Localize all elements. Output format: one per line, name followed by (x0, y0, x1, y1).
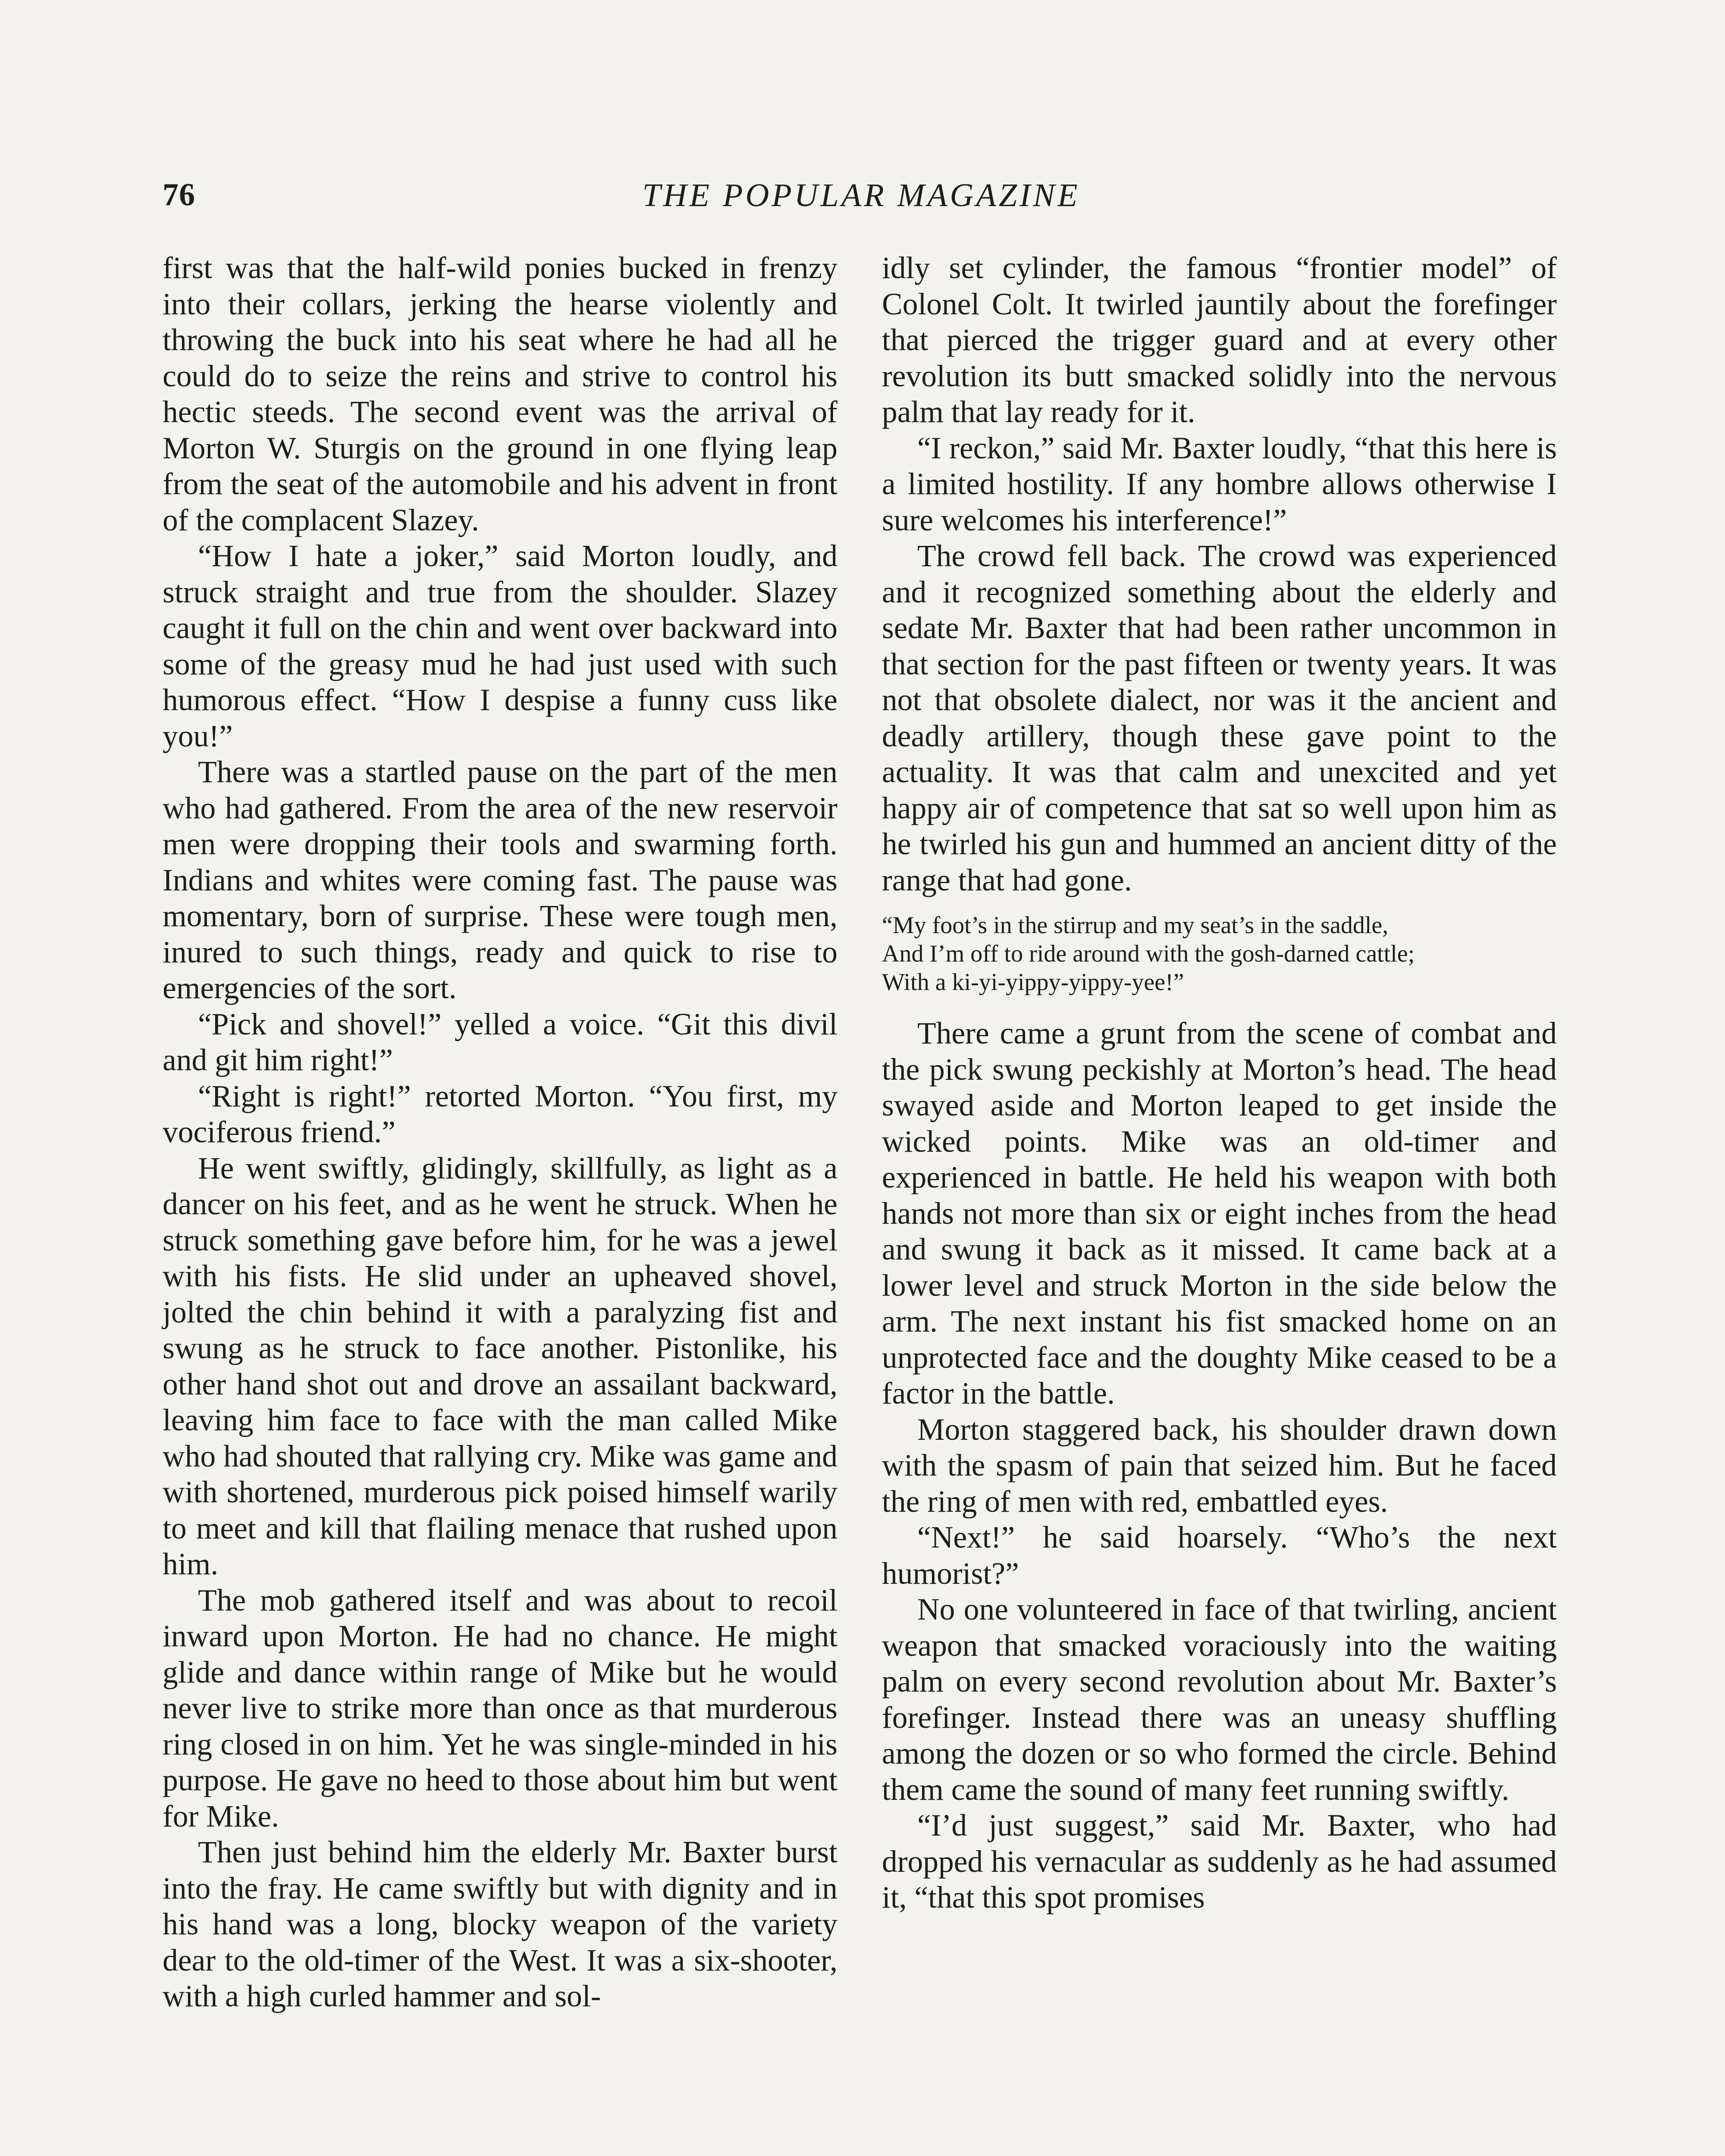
verse-line: With a ki-yi-yippy-yippy-yee!” (882, 969, 1184, 996)
left-column (163, 250, 837, 2015)
paragraph: The crowd fell back. The crowd was experienced and it recognized something about the elderly and sedate Mr. Baxter that had been rather uncommon in that section for the past fifteen or twenty years. It was not that obsolete dialect, nor was it the ancient and deadly artillery, though these gave point to the actuality. It was that calm and unexcited and yet happy air of competence that sat so well upon him as he twirled his gun and hummed an ancient ditty of the range that had gone. (882, 539, 1557, 897)
paragraph: idly set cylinder, the famous “frontier model” of Colonel Colt. It twirled jauntily about the forefinger that pierced the trigger guard and at every other revolution its butt smacked solidly into the nervous palm that lay ready for it. (882, 251, 1557, 429)
paragraph: The mob gathered itself and was about to recoil inward upon Morton. He had no chance. He might glide and dance within range of Mike but he would never live to strike more than once as that murderous ring closed in on him. Yet he was single-minded in his purpose. He gave no heed to those about him but went for Mike. (163, 1583, 837, 1833)
page-header (163, 177, 1560, 224)
running-head: THE POPULAR MAGAZINE (642, 177, 1080, 213)
verse-block (882, 911, 1557, 997)
paragraph: There came a grunt from the scene of combat and the pick swung peckishly at Morton’s head. The head swayed aside and Morton leaped to get inside the wicked points. Mike was an old-timer and experienced in battle. He held his weapon with both hands not more than six or eight inches from the head and swung it back as it missed. It came back at a lower level and struck Morton in the side below the arm. The next instant his fist smacked home on an unprotected face and the doughty Mike ceased to be a factor in the battle. (882, 1016, 1557, 1410)
page-number: 76 (163, 177, 195, 213)
right-column (882, 250, 1557, 1916)
paragraph: Morton staggered back, his shoulder drawn down with the spasm of pain that seized him. But he faced the ring of men with red, embattled eyes. (882, 1412, 1557, 1519)
paragraph: “Next!” he said hoarsely. “Who’s the next humorist?” (882, 1520, 1557, 1591)
paragraph: “I’d just suggest,” said Mr. Baxter, who had dropped his vernacular as suddenly as he had assumed it, “that this spot promises (882, 1808, 1557, 1915)
paragraph: first was that the half-wild ponies bucked in frenzy into their collars, jerking the hearse violently and throwing the buck into his seat where he had all he could do to seize the reins and strive to control his hectic steeds. The second event was the arrival of Morton W. Sturgis on the ground in one flying leap from the seat of the automobile and his advent in front of the complacent Slazey. (163, 251, 837, 537)
paragraph: “How I hate a joker,” said Morton loudly, and struck straight and true from the shoulder. Slazey caught it full on the chin and went over backward into some of the greasy mud he had just used with such humorous effect. “How I despise a funny cuss like you!” (163, 539, 837, 753)
paragraph: “Right is right!” retorted Morton. “You first, my vociferous friend.” (163, 1079, 837, 1149)
paragraph: There was a startled pause on the part of the men who had gathered. From the area of the new reservoir men were dropping their tools and swarming forth. Indians and whites were coming fast. The pause was momentary, born of surprise. These were tough men, inured to such things, ready and quick to rise to emergencies of the sort. (163, 755, 837, 1005)
paragraph: “I reckon,” said Mr. Baxter loudly, “that this here is a limited hostility. If any hombre allows otherwise I sure welcomes his interference!” (882, 431, 1557, 537)
paragraph: “Pick and shovel!” yelled a voice. “Git this divil and git him right!” (163, 1007, 837, 1077)
paragraph: Then just behind him the elderly Mr. Baxter burst into the fray. He came swiftly but with dignity and in his hand was a long, blocky weapon of the variety dear to the old-timer of the West. It was a six-shooter, with a high curled hammer and sol- (163, 1835, 837, 2013)
paragraph: No one volunteered in face of that twirling, ancient weapon that smacked voraciously into the waiting palm on every second revolution about Mr. Baxter’s forefinger. Instead there was an uneasy shuffling among the dozen or so who formed the circle. Behind them came the sound of many feet running swiftly. (882, 1592, 1557, 1807)
paragraph: He went swiftly, glidingly, skillfully, as light as a dancer on his feet, and as he went he struck. When he struck something gave before him, for he was a jewel with his fists. He slid under an upheaved shovel, jolted the chin behind it with a paralyzing fist and swung as he struck to face another. Pistonlike, his other hand shot out and drove an assailant backward, leaving him face to face with the man called Mike who had shouted that rallying cry. Mike was game and with shortened, murderous pick poised himself warily to meet and kill that flailing menace that rushed upon him. (163, 1151, 837, 1581)
verse-line: And I’m off to ride around with the gosh-darned cattle; (882, 940, 1415, 967)
verse-line: “My foot’s in the stirrup and my seat’s in the saddle, (882, 912, 1389, 939)
